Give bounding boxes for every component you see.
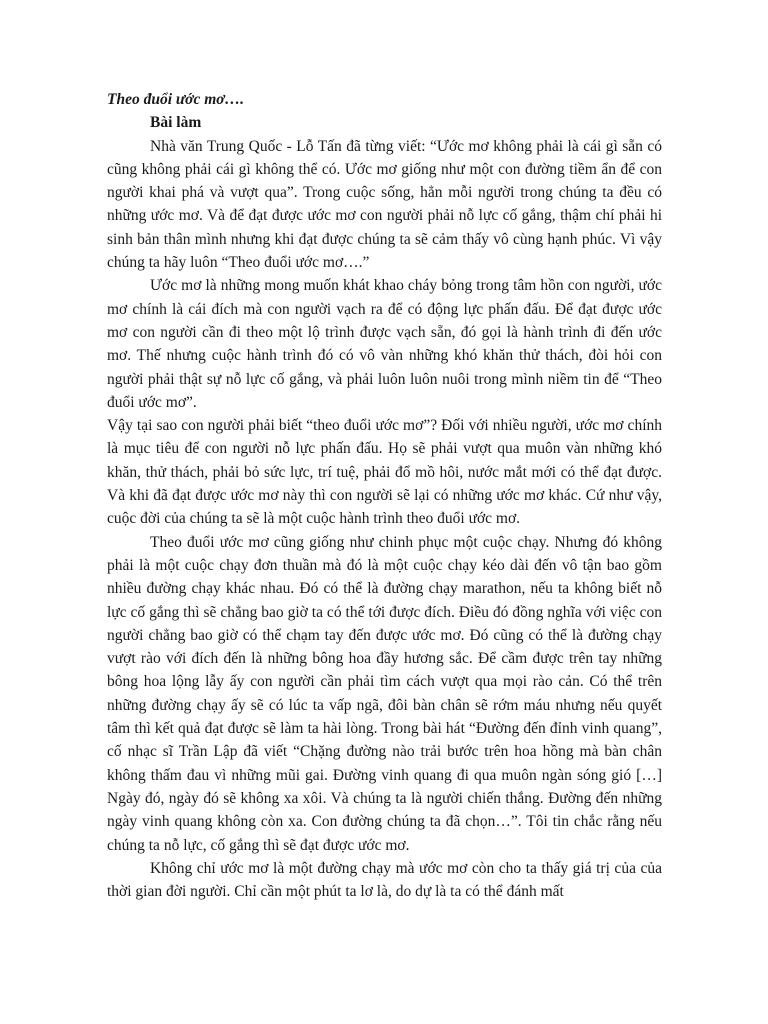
essay-heading: Bài làm <box>150 114 202 132</box>
paragraph-2: Ước mơ là những mong muốn khát khao cháy bỏng trong tâm hồn con người, ước mơ chính là cái đích mà con người vạch ra để có động lực phấn đấu. Để đạt được ước mơ con người cần đi theo một lộ trình được vạch sẵn, đó gọi là hành trình đi đến ước mơ. Thế nhưng cuộc hành trình đó có vô vàn những khó khăn thử thách, đòi hỏi con người phải thật sự nỗ lực cố gắng, và phải luôn luôn nuôi trong mình niềm tin để “Theo đuổi ước mơ”. <box>107 277 662 411</box>
paragraph-3: Vậy tại sao con người phải biết “theo đuổi ước mơ”? Đối với nhiều người, ước mơ chính là mục tiêu để con người nỗ lực phấn đấu. Họ sẽ phải vượt qua muôn vàn những khó khăn, thử thách, phải bỏ sức lực, trí tuệ, phải đổ mồ hôi, nước mắt mới có thể đạt được. Và khi đã đạt được ước mơ này thì con người sẽ lại có những ước mơ khác. Cứ như vậy, cuộc đời của chúng ta sẽ là một cuộc hành trình theo đuổi ước mơ. <box>107 417 662 528</box>
essay-content <box>107 88 662 903</box>
paragraph-5: Không chỉ ước mơ là một đường chạy mà ước mơ còn cho ta thấy giá trị của của thời gian đời người. Chỉ cần một phút ta lơ là, do dự là ta có thể đánh mất <box>107 859 662 901</box>
essay-title: Theo đuổi ước mơ…. <box>107 91 245 108</box>
paragraph-1: Nhà văn Trung Quốc - Lỗ Tấn đã từng viết: “Ước mơ không phải là cái gì sẵn có cũng không phải cái gì không thể có. Ước mơ giống như một con đường tiềm ẩn để con người khai phá và vượt qua”. Trong cuộc sống, hẳn mỗi người trong chúng ta đều có những ước mơ. Và để đạt được ước mơ con người phải nỗ lực cố gắng, thậm chí phải hi sinh bản thân mình nhưng khi đạt được chúng ta sẽ cảm thấy vô cùng hạnh phúc. Vì vậy chúng ta hãy luôn “Theo đuổi ước mơ….” <box>107 137 662 272</box>
paragraph-4: Theo đuổi ước mơ cũng giống như chinh phục một cuộc chạy. Nhưng đó không phải là một cuộc chạy đơn thuần mà đó là một cuộc chạy kéo dài đến vô tận bao gồm nhiều đường chạy khác nhau. Đó có thể là đường chạy marathon, nếu ta không biết nỗ lực cố gắng thì sẽ chẳng bao giờ ta có thể tới được đích. Điều đó đồng nghĩa với việc con người chẳng bao giờ có thể chạm tay đến được ước mơ. Đó cũng có thể là đường chạy vượt rào với đích đến là những bông hoa đầy hương sắc. Để cầm được trên tay những bông hoa lộng lẫy ấy con người cần phải tìm cách vượt qua mọi rào cản. Có thể trên những đường chạy ấy sẽ có lúc ta vấp ngã, đôi bàn chân sẽ rớm máu nhưng nếu quyết tâm thì kết quả đạt được sẽ làm ta hài lòng. Trong bài hát “Đường đến đỉnh vinh quang”, cố nhạc sĩ Trần Lập đã viết “Chặng đường nào trải bước trên hoa hồng mà bàn chân không thấm đau vì những mũi gai. Đường vinh quang đi qua muôn ngàn sóng gió […] Ngày đó, ngày đó sẽ không xa xôi. Và chúng ta là người chiến thắng. Đường đến những ngày vinh quang không còn xa. Con đường chúng ta đã chọn…”. Tôi tin chắc rằng nếu chúng ta nỗ lực, cố gắng thì sẽ đạt được ước mơ. <box>107 533 662 854</box>
